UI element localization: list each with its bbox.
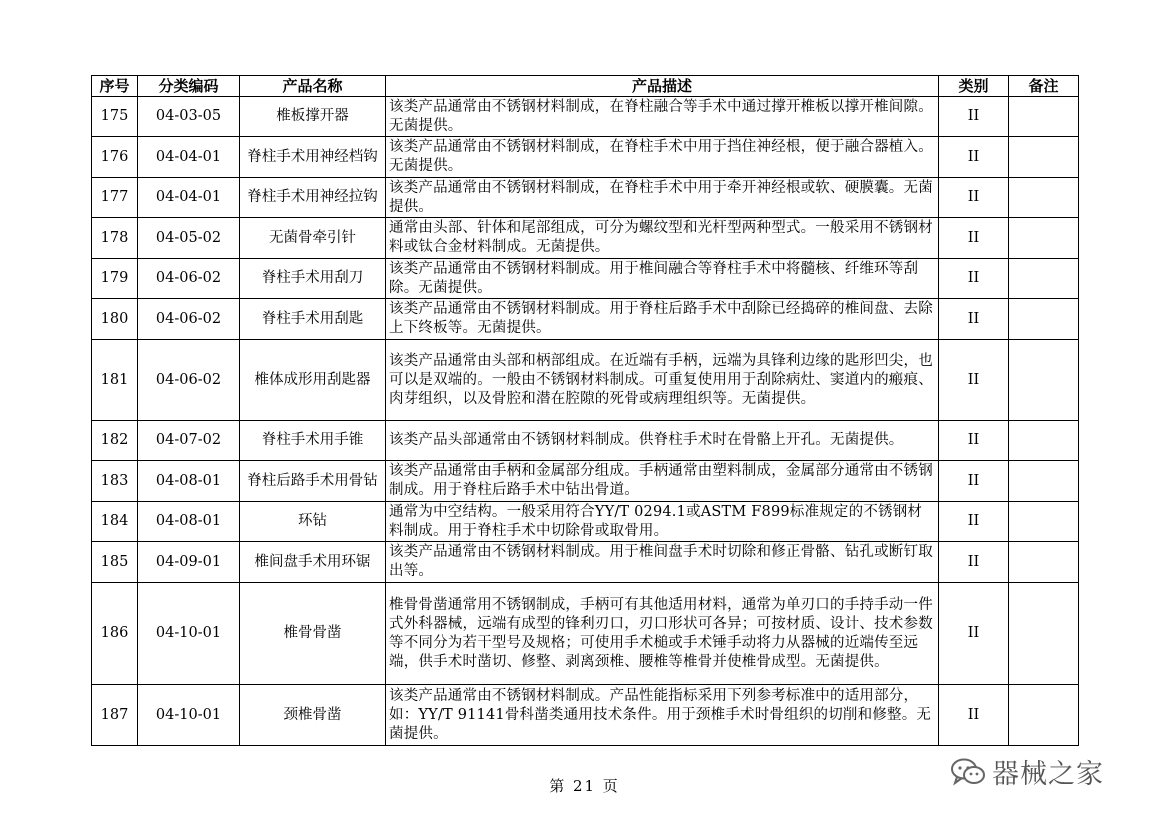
header-no: 序号 — [92, 76, 138, 97]
table-row — [92, 583, 1079, 685]
cell-name: 脊柱手术用刮匙 — [240, 299, 386, 340]
cell-no: 183 — [92, 461, 138, 502]
cell-remark — [1009, 542, 1079, 583]
table-row — [92, 542, 1079, 583]
cell-desc: 该类产品通常由不锈钢材料制成，在脊柱手术中用于挡住神经根，便于融合器植入。无菌提供。 — [386, 137, 939, 178]
cell-no: 178 — [92, 218, 138, 259]
cell-name: 椎体成形用刮匙器 — [240, 340, 386, 421]
cell-code: 04-04-01 — [138, 178, 240, 218]
table-body — [92, 97, 1079, 746]
cell-category: II — [939, 340, 1009, 421]
header-code: 分类编码 — [138, 76, 240, 97]
cell-category: II — [939, 685, 1009, 746]
cell-category: II — [939, 178, 1009, 218]
cell-code: 04-10-01 — [138, 583, 240, 685]
cell-desc: 椎骨骨凿通常用不锈钢制成，手柄可有其他适用材料，通常为单刃口的手持手动一件式外科器械，远端有成型的锋利刃口，刃口形状可各异；可按材质、设计、技术参数等不同分为若干型号及规格；可使用手术槌或手术锤手动将力从器械的近端传至远端，供手术时凿切、修整、剥离颈椎、腰椎等椎骨并使椎骨成型。无菌提供。 — [386, 583, 939, 685]
cell-category: II — [939, 299, 1009, 340]
cell-category: II — [939, 97, 1009, 137]
table-row — [92, 502, 1079, 542]
cell-no: 182 — [92, 421, 138, 461]
cell-name: 椎骨骨凿 — [240, 583, 386, 685]
table-row — [92, 178, 1079, 218]
cell-code: 04-07-02 — [138, 421, 240, 461]
cell-desc: 该类产品通常由头部和柄部组成。在近端有手柄，远端为具锋利边缘的匙形凹尖，也可以是双端的。一般由不锈钢材料制成。可重复使用用于刮除病灶、窦道内的瘢痕、肉芽组织，以及骨腔和潜在腔隙的死骨或病理组织等。无菌提供。 — [386, 340, 939, 421]
cell-no: 177 — [92, 178, 138, 218]
cell-remark — [1009, 685, 1079, 746]
cell-remark — [1009, 583, 1079, 685]
cell-code: 04-03-05 — [138, 97, 240, 137]
cell-remark — [1009, 97, 1079, 137]
cell-code: 04-06-02 — [138, 340, 240, 421]
table-row — [92, 461, 1079, 502]
cell-remark — [1009, 502, 1079, 542]
cell-desc: 该类产品通常由不锈钢材料制成。产品性能指标采用下列参考标准中的适用部分，如：YY/T 91141骨科凿类通用技术条件。用于颈椎手术时骨组织的切削和修整。无菌提供。 — [386, 685, 939, 746]
cell-category: II — [939, 502, 1009, 542]
cell-name: 颈椎骨凿 — [240, 685, 386, 746]
table-row — [92, 421, 1079, 461]
cell-name: 环钻 — [240, 502, 386, 542]
cell-no: 175 — [92, 97, 138, 137]
cell-no: 187 — [92, 685, 138, 746]
table-row — [92, 97, 1079, 137]
cell-category: II — [939, 583, 1009, 685]
cell-name: 脊柱手术用神经档钩 — [240, 137, 386, 178]
cell-desc: 通常由头部、针体和尾部组成，可分为螺纹型和光杆型两种型式。一般采用不锈钢材料或钛合金材料制成。无菌提供。 — [386, 218, 939, 259]
cell-desc: 该类产品通常由不锈钢材料制成。用于椎间融合等脊柱手术中将髓核、纤维环等刮除。无菌提供。 — [386, 259, 939, 299]
cell-remark — [1009, 218, 1079, 259]
header-desc: 产品描述 — [386, 76, 939, 97]
cell-name: 脊柱后路手术用骨钻 — [240, 461, 386, 502]
cell-remark — [1009, 340, 1079, 421]
cell-category: II — [939, 218, 1009, 259]
cell-desc: 该类产品通常由不锈钢材料制成。用于椎间盘手术时切除和修正骨骼、钻孔或断钉取出等。 — [386, 542, 939, 583]
cell-code: 04-10-01 — [138, 685, 240, 746]
cell-remark — [1009, 259, 1079, 299]
cell-remark — [1009, 178, 1079, 218]
table-row — [92, 299, 1079, 340]
cell-remark — [1009, 461, 1079, 502]
cell-code: 04-06-02 — [138, 259, 240, 299]
cell-desc: 该类产品通常由手柄和金属部分组成。手柄通常由塑料制成，金属部分通常由不锈钢制成。用于脊柱后路手术中钻出骨道。 — [386, 461, 939, 502]
cell-remark — [1009, 421, 1079, 461]
watermark-text: 器械之家 — [992, 759, 1104, 790]
cell-no: 184 — [92, 502, 138, 542]
cell-no: 181 — [92, 340, 138, 421]
cell-category: II — [939, 259, 1009, 299]
watermark — [950, 752, 1104, 791]
cell-desc: 该类产品通常由不锈钢材料制成，在脊柱手术中用于牵开神经根或软、硬膜囊。无菌提供。 — [386, 178, 939, 218]
table-row — [92, 340, 1079, 421]
cell-no: 176 — [92, 137, 138, 178]
cell-name: 无菌骨牵引针 — [240, 218, 386, 259]
cell-category: II — [939, 461, 1009, 502]
cell-no: 186 — [92, 583, 138, 685]
cell-code: 04-08-01 — [138, 502, 240, 542]
cell-code: 04-05-02 — [138, 218, 240, 259]
cell-category: II — [939, 137, 1009, 178]
cell-remark — [1009, 137, 1079, 178]
cell-name: 脊柱手术用神经拉钩 — [240, 178, 386, 218]
product-table — [91, 75, 1079, 746]
cell-no: 180 — [92, 299, 138, 340]
cell-code: 04-04-01 — [138, 137, 240, 178]
cell-code: 04-09-01 — [138, 542, 240, 583]
header-name: 产品名称 — [240, 76, 386, 97]
cell-category: II — [939, 421, 1009, 461]
cell-no: 179 — [92, 259, 138, 299]
page-number: 第 21 页 — [549, 777, 620, 795]
cell-desc: 该类产品头部通常由不锈钢材料制成。供脊柱手术时在骨骼上开孔。无菌提供。 — [386, 421, 939, 461]
header-category: 类别 — [939, 76, 1009, 97]
cell-name: 脊柱手术用手锥 — [240, 421, 386, 461]
table-row — [92, 137, 1079, 178]
table-header-row — [92, 76, 1079, 97]
wechat-icon — [950, 757, 986, 787]
cell-code: 04-06-02 — [138, 299, 240, 340]
cell-name: 椎间盘手术用环锯 — [240, 542, 386, 583]
header-remark: 备注 — [1009, 76, 1079, 97]
table-row — [92, 218, 1079, 259]
cell-desc: 该类产品通常由不锈钢材料制成。用于脊柱后路手术中刮除已经捣碎的椎间盘、去除上下终板等。无菌提供。 — [386, 299, 939, 340]
cell-name: 椎板撑开器 — [240, 97, 386, 137]
table-row — [92, 259, 1079, 299]
cell-remark — [1009, 299, 1079, 340]
cell-desc: 该类产品通常由不锈钢材料制成，在脊柱融合等手术中通过撑开椎板以撑开椎间隙。无菌提供。 — [386, 97, 939, 137]
cell-category: II — [939, 542, 1009, 583]
table-row — [92, 685, 1079, 746]
cell-no: 185 — [92, 542, 138, 583]
cell-name: 脊柱手术用刮刀 — [240, 259, 386, 299]
cell-desc: 通常为中空结构。一般采用符合YY/T 0294.1或ASTM F899标准规定的不锈钢材料制成。用于脊柱手术中切除骨或取骨用。 — [386, 502, 939, 542]
cell-code: 04-08-01 — [138, 461, 240, 502]
